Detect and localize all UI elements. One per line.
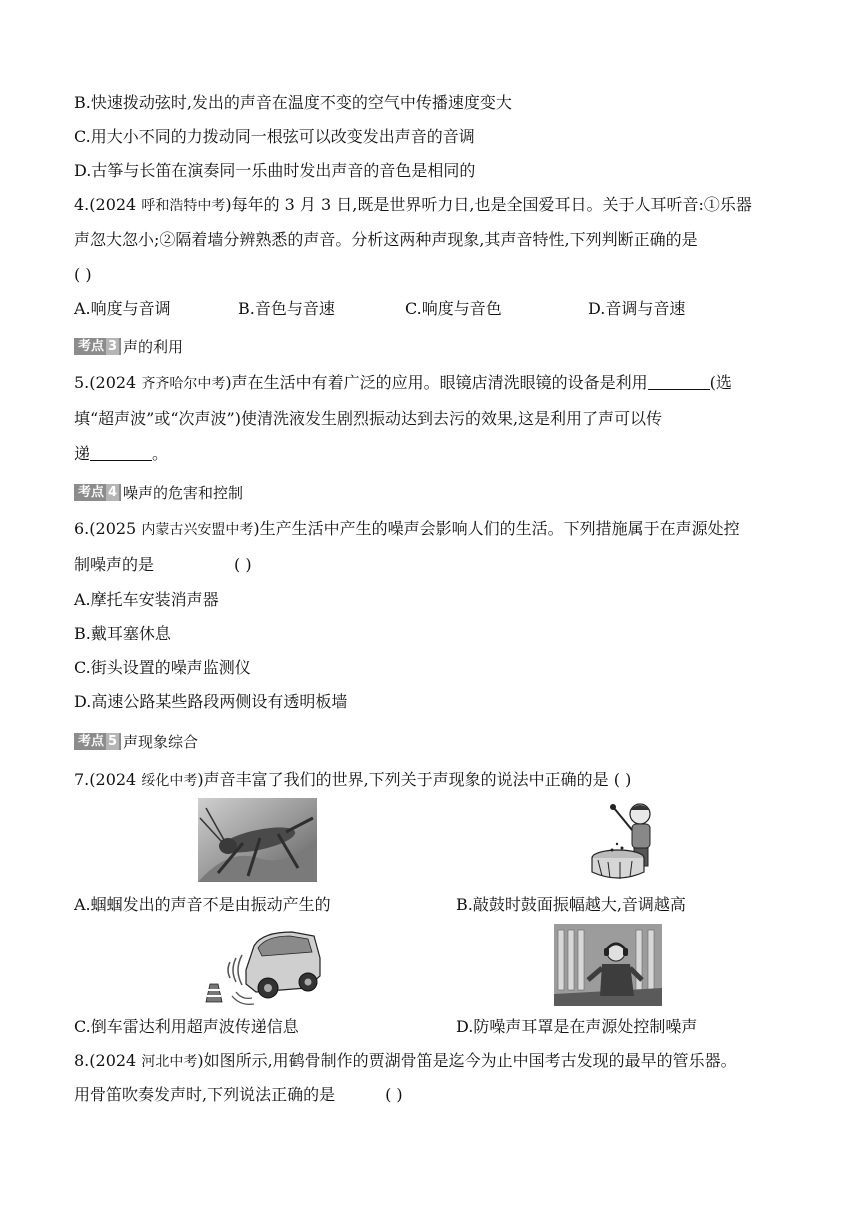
q7-answer-paren[interactable]: ( ) bbox=[613, 770, 632, 789]
drum-boy-illustration bbox=[588, 798, 664, 884]
q4-option-d[interactable]: D.音调与音速 bbox=[588, 299, 686, 318]
q6-stem-line1: 6.(2025 内蒙古兴安盟中考)生产生活中产生的噪声会影响人们的生活。下列措施属于在声源处控 bbox=[74, 519, 740, 538]
q5-stem-line3: 递 。 bbox=[74, 444, 169, 463]
q6-option-a[interactable]: A.摩托车安装消声器 bbox=[74, 590, 219, 609]
q6-stem-line2: 制噪声的是 ( ) bbox=[74, 555, 252, 574]
q4-option-c[interactable]: C.响度与音色 bbox=[405, 299, 502, 318]
q8-answer-paren[interactable]: ( ) bbox=[385, 1085, 403, 1104]
q6-source: 内蒙古兴安盟中考 bbox=[141, 522, 254, 538]
q5-stem-line1: 5.(2024 齐齐哈尔中考)声在生活中有着广泛的应用。眼镜店清洗眼镜的设备是利用 (选 bbox=[74, 373, 732, 392]
q7-option-d[interactable]: D.防噪声耳罩是在声源处控制噪声 bbox=[456, 1017, 698, 1036]
drum-icon bbox=[588, 798, 664, 884]
section-label: 考点 4 bbox=[74, 484, 121, 501]
section-heading-3 bbox=[74, 335, 183, 357]
section-number: 3 bbox=[107, 338, 118, 354]
q6-option-c[interactable]: C.街头设置的噪声监测仪 bbox=[74, 658, 251, 677]
q3-option-c: C.用大小不同的力拨动同一根弦可以改变发出声音的音调 bbox=[74, 127, 475, 146]
q6-answer-paren[interactable]: ( ) bbox=[234, 555, 252, 574]
section-label: 考点 5 bbox=[74, 733, 121, 750]
q8-stem-line1: 8.(2024 河北中考)如图所示,用鹤骨制作的贾湖骨笛是迄今为止中国考古发现的最早的管乐器。 bbox=[74, 1051, 737, 1070]
q6-option-b[interactable]: B.戴耳塞休息 bbox=[74, 624, 171, 643]
q8-source: 河北中考 bbox=[141, 1054, 198, 1070]
section-label: 考点 3 bbox=[74, 338, 121, 355]
ear-muffs-icon bbox=[554, 924, 662, 1006]
q7-option-a[interactable]: A.蝈蝈发出的声音不是由振动产生的 bbox=[74, 895, 331, 914]
q5-source: 齐齐哈尔中考 bbox=[141, 376, 226, 392]
q8-stem-line2: 用骨笛吹奏发声时,下列说法正确的是 ( ) bbox=[74, 1085, 403, 1104]
section-number: 4 bbox=[107, 484, 118, 500]
grasshopper-photo bbox=[198, 798, 317, 882]
car-radar-icon bbox=[196, 922, 324, 1006]
section-heading-5 bbox=[74, 730, 198, 752]
q5-stem-line2: 填“超声波”或“次声波”)使清洗液发生剧烈振动达到去污的效果,这是利用了声可以传 bbox=[74, 409, 663, 428]
section-number: 5 bbox=[107, 733, 118, 749]
grasshopper-icon bbox=[198, 798, 317, 882]
q6-option-d[interactable]: D.高速公路某些路段两侧设有透明板墙 bbox=[74, 692, 348, 711]
q4-stem-line2: 声忽大忽小;②隔着墙分辨熟悉的声音。分析这两种声现象,其声音特性,下列判断正确的是 bbox=[74, 230, 698, 249]
q4-option-b[interactable]: B.音色与音速 bbox=[238, 299, 335, 318]
q3-option-b: B.快速拨动弦时,发出的声音在温度不变的空气中传播速度变大 bbox=[74, 93, 512, 112]
section-title: 噪声的危害和控制 bbox=[123, 483, 244, 502]
q5-blank-2[interactable] bbox=[90, 445, 152, 461]
q3-option-d: D.古筝与长笛在演奏同一乐曲时发出声音的音色是相同的 bbox=[74, 161, 476, 180]
factory-worker-photo bbox=[554, 924, 662, 1006]
q4-option-a[interactable]: A.响度与音调 bbox=[74, 299, 171, 318]
q4-source: 呼和浩特中考 bbox=[141, 198, 226, 214]
q7-source: 绥化中考 bbox=[141, 773, 198, 789]
q5-blank-1[interactable] bbox=[648, 374, 710, 390]
reversing-car-illustration bbox=[196, 922, 324, 1006]
section-title: 声现象综合 bbox=[123, 732, 199, 751]
q7-option-b[interactable]: B.敲鼓时鼓面振幅越大,音调越高 bbox=[456, 895, 686, 914]
section-heading-4 bbox=[74, 481, 243, 503]
q7-stem-line1: 7.(2024 绥化中考)声音丰富了我们的世界,下列关于声现象的说法中正确的是 ( ) bbox=[74, 770, 632, 789]
q4-stem-line1: 4.(2024 呼和浩特中考)每年的 3 月 3 日,既是世界听力日,也是全国爱耳日。关于人耳听音:①乐器 bbox=[74, 195, 752, 214]
q7-option-c[interactable]: C.倒车雷达利用超声波传递信息 bbox=[74, 1017, 299, 1036]
q4-answer-paren[interactable]: ( ) bbox=[74, 265, 92, 284]
section-title: 声的利用 bbox=[123, 337, 184, 356]
